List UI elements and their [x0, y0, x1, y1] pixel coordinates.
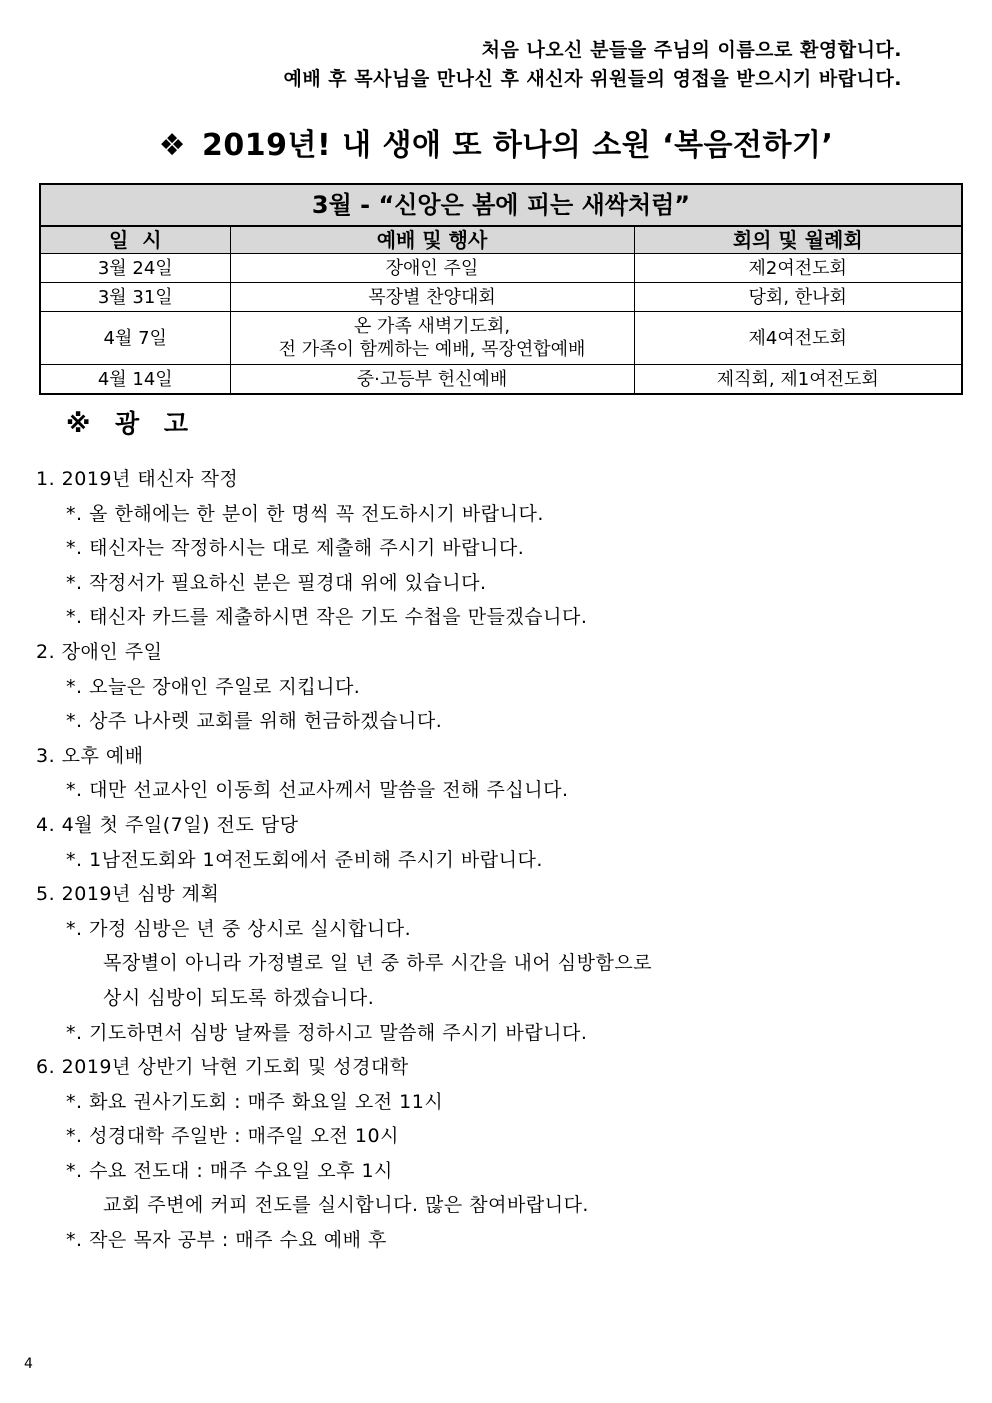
notice-item: *. 오늘은 장애인 주일로 지킵니다. — [66, 675, 361, 698]
notice-item: *. 상주 나사렛 교회를 위해 헌금하겠습니다. — [66, 710, 443, 733]
header-date: 일 시 — [40, 226, 230, 254]
notice-item: *. 대만 선교사인 이동희 선교사께서 말씀을 전해 주십니다. — [66, 779, 569, 802]
header-event: 예배 및 행사 — [230, 226, 634, 254]
table-row — [40, 283, 962, 312]
headline-text: 2019년! 내 생애 또 하나의 소원 ‘복음전하기’ — [202, 128, 834, 163]
row-meeting: 제4여전도회 — [634, 312, 962, 365]
notice-item: *. 성경대학 주일반 : 매주일 오전 10시 — [66, 1125, 399, 1148]
row-meeting: 제직회, 제1여전도회 — [634, 365, 962, 395]
welcome-line-1: 처음 나오신 분들을 주님의 이름으로 환영합니다. — [481, 39, 902, 61]
notice-item: *. 화요 권사기도회 : 매주 화요일 오전 11시 — [66, 1090, 444, 1113]
row-event: 장애인 주일 — [230, 254, 634, 283]
header-meeting: 회의 및 월례회 — [634, 226, 962, 254]
notice-item-continuation: 목장별이 아니라 가정별로 일 년 중 하루 시간을 내어 심방함으로 — [103, 952, 653, 975]
notice-item-continuation: 상시 심방이 되도록 하겠습니다. — [103, 986, 375, 1009]
announcements-title: ※ 광 고 — [66, 409, 197, 438]
page-number: 4 — [24, 1356, 33, 1372]
diamond-bullet-icon: ❖ — [158, 128, 187, 163]
row-event-line-2: 전 가족이 함께하는 예배, 목장연합예배 — [278, 339, 586, 360]
row-event-line-1: 온 가족 새벽기도회, — [353, 316, 511, 337]
notice-title: 2. 장애인 주일 — [36, 640, 163, 663]
notice-item: *. 작정서가 필요하신 분은 필경대 위에 있습니다. — [66, 571, 487, 594]
row-date: 3월 31일 — [40, 283, 230, 312]
row-date: 4월 7일 — [40, 312, 230, 365]
notice-title: 1. 2019년 태신자 작정 — [36, 468, 239, 490]
notice-title: 5. 2019년 심방 계획 — [36, 883, 220, 906]
notice-title: 4. 4월 첫 주일(7일) 전도 담당 — [36, 813, 299, 836]
row-date: 3월 24일 — [40, 254, 230, 283]
row-meeting: 제2여전도회 — [634, 254, 962, 283]
row-date: 4월 14일 — [40, 365, 230, 395]
notice-title: 6. 2019년 상반기 낙현 기도회 및 성경대학 — [36, 1056, 409, 1079]
notice-item: *. 가정 심방은 년 중 상시로 실시합니다. — [66, 917, 412, 940]
welcome-line-2: 예배 후 목사님을 만나신 후 새신자 위원들의 영접을 받으시기 바랍니다. — [283, 68, 902, 90]
notice-item: *. 작은 목자 공부 : 매주 수요 예배 후 — [66, 1229, 387, 1252]
schedule-theme: 3월 - “신앙은 봄에 피는 새싹처럼” — [40, 184, 962, 226]
announcements-list — [36, 462, 936, 1258]
notice-item: *. 태신자는 작정하시는 대로 제출해 주시기 바랍니다. — [66, 537, 525, 560]
schedule-table — [39, 183, 963, 395]
notice-item-continuation: 교회 주변에 커피 전도를 실시합니다. 많은 참여바랍니다. — [103, 1194, 589, 1217]
notice-item: *. 기도하면서 심방 날짜를 정하시고 말씀해 주시기 바랍니다. — [66, 1021, 588, 1044]
notice-item: *. 1남전도회와 1여전도회에서 준비해 주시기 바랍니다. — [66, 848, 543, 871]
notice-item: *. 수요 전도대 : 매주 수요일 오후 1시 — [66, 1159, 393, 1182]
notice-item: *. 올 한해에는 한 분이 한 명씩 꼭 전도하시기 바랍니다. — [66, 502, 544, 525]
page-headline — [0, 120, 992, 164]
row-event — [230, 312, 634, 365]
notice-item: *. 태신자 카드를 제출하시면 작은 기도 수첩을 만들겠습니다. — [66, 606, 588, 629]
row-meeting: 당회, 한나회 — [634, 283, 962, 312]
welcome-message — [283, 36, 902, 94]
row-event: 목장별 찬양대회 — [230, 283, 634, 312]
row-event: 중·고등부 헌신예배 — [230, 365, 634, 395]
table-row — [40, 365, 962, 395]
table-row — [40, 312, 962, 365]
table-row — [40, 254, 962, 283]
notice-title: 3. 오후 예배 — [36, 744, 144, 767]
